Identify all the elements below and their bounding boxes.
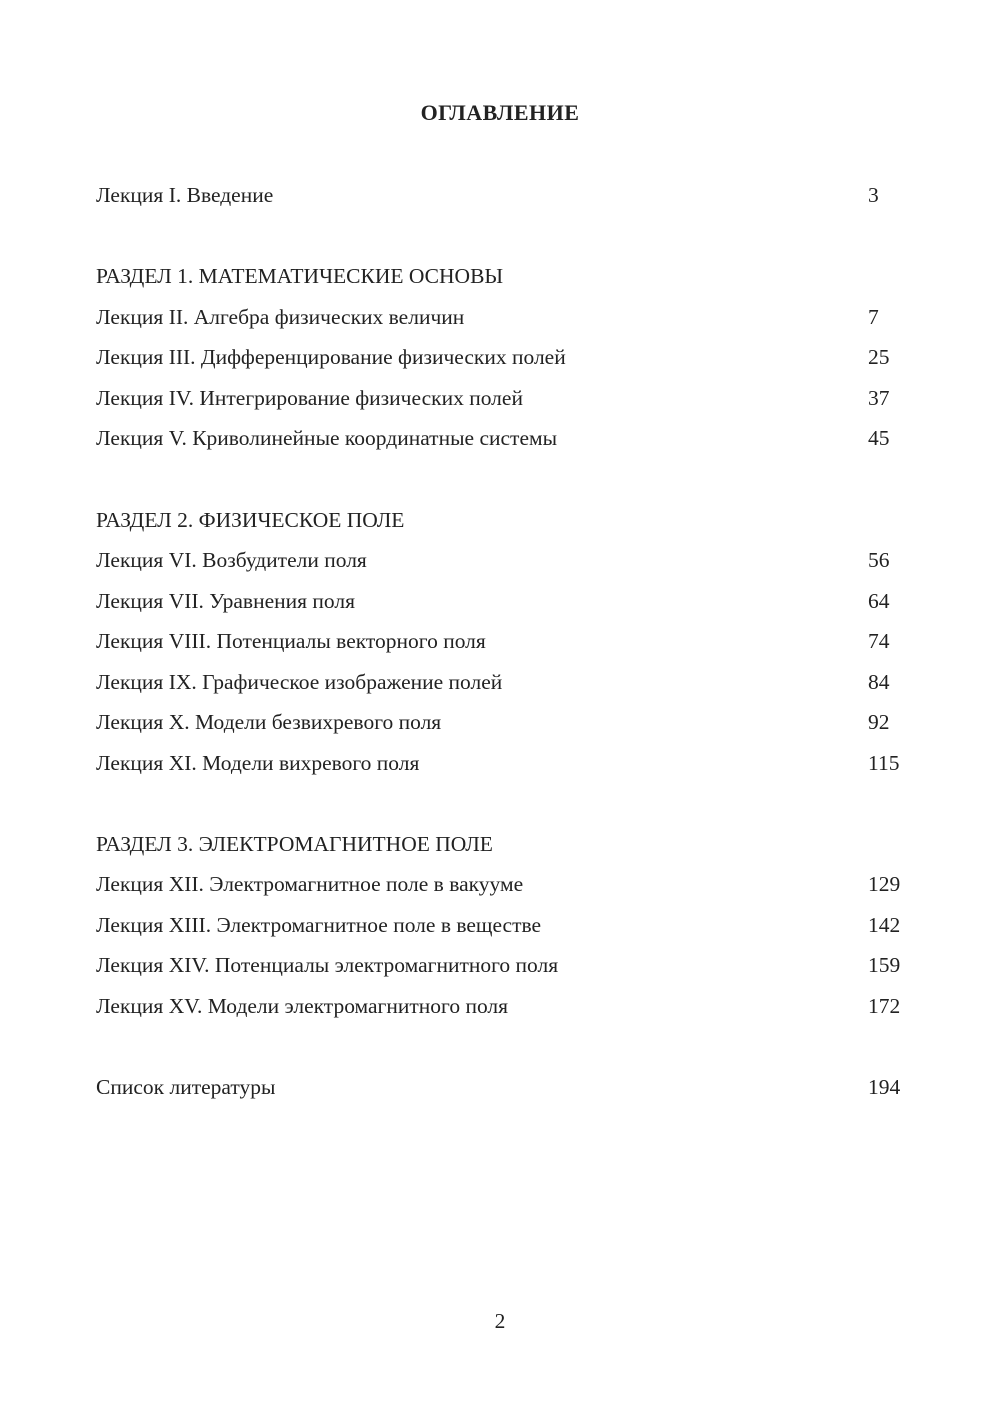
toc-entry-page: 84 xyxy=(868,670,890,694)
toc-entry-label: Лекция VIII. Потенциалы векторного поля xyxy=(96,629,486,653)
toc-entry[interactable] xyxy=(96,667,904,697)
toc-entry[interactable] xyxy=(96,869,904,899)
toc-entry-label: Лекция I. Введение xyxy=(96,183,274,207)
toc-entry-page: 74 xyxy=(868,629,890,653)
toc-entry-page: 129 xyxy=(868,872,901,896)
toc-entry-label: Лекция XIV. Потенциалы электромагнитного поля xyxy=(96,953,559,977)
toc-entry[interactable] xyxy=(96,383,904,413)
toc-entry-label: Лекция XII. Электромагнитное поле в вакууме xyxy=(96,872,524,896)
toc-entry-label: Лекция X. Модели безвихревого поля xyxy=(96,710,442,734)
toc-entry-page: 56 xyxy=(868,548,890,572)
toc-entry[interactable] xyxy=(96,586,904,616)
toc-entry[interactable] xyxy=(96,626,904,656)
section-heading-3: РАЗДЕЛ 3. ЭЛЕКТРОМАГНИТНОЕ ПОЛЕ xyxy=(96,832,493,856)
toc-entry-page: 92 xyxy=(868,710,890,734)
toc-entry-page: 7 xyxy=(868,305,879,329)
toc-entry-page: 45 xyxy=(868,426,890,450)
toc-entry-page: 142 xyxy=(868,913,901,937)
section-heading-1: РАЗДЕЛ 1. МАТЕМАТИЧЕСКИЕ ОСНОВЫ xyxy=(96,264,504,288)
toc-entry-page: 37 xyxy=(868,386,890,410)
toc-entry-label: Лекция XI. Модели вихревого поля xyxy=(96,751,420,775)
toc-entry-label: Список литературы xyxy=(96,1075,276,1099)
toc-entry-label: Лекция V. Криволинейные координатные системы xyxy=(96,426,558,450)
toc-entry[interactable] xyxy=(96,707,904,737)
toc-entry-label: Лекция IX. Графическое изображение полей xyxy=(96,670,503,694)
toc-entry-label: Лекция III. Дифференцирование физических полей xyxy=(96,345,566,369)
toc-entry-label: Лекция XIII. Электромагнитное поле в веществе xyxy=(96,913,542,937)
toc-entry-page: 194 xyxy=(868,1075,901,1099)
toc-entry[interactable] xyxy=(96,748,904,778)
toc-entry-intro[interactable] xyxy=(96,180,904,210)
toc-entry-page: 115 xyxy=(868,751,900,775)
toc-entry[interactable] xyxy=(96,423,904,453)
toc-entry-page: 25 xyxy=(868,345,890,369)
toc-entry[interactable] xyxy=(96,910,904,940)
toc-entry[interactable] xyxy=(96,545,904,575)
toc-entry-page: 172 xyxy=(868,994,901,1018)
toc-entry-page: 64 xyxy=(868,589,890,613)
section-heading-2: РАЗДЕЛ 2. ФИЗИЧЕСКОЕ ПОЛЕ xyxy=(96,508,405,532)
toc-entry-bibliography[interactable] xyxy=(96,1072,904,1102)
toc-entry-label: Лекция VI. Возбудители поля xyxy=(96,548,367,572)
toc-entry[interactable] xyxy=(96,302,904,332)
toc-entry-label: Лекция IV. Интегрирование физических полей xyxy=(96,386,523,410)
toc-entry[interactable] xyxy=(96,991,904,1021)
toc-entry-label: Лекция XV. Модели электромагнитного поля xyxy=(96,994,509,1018)
toc-entry-page: 3 xyxy=(868,183,879,207)
toc-entry-label: Лекция VII. Уравнения поля xyxy=(96,589,355,613)
toc-entry-page: 159 xyxy=(868,953,901,977)
page-title: ОГЛАВЛЕНИЕ xyxy=(420,100,580,125)
page-number: 2 xyxy=(494,1309,506,1333)
toc-entry[interactable] xyxy=(96,950,904,980)
toc-entry-label: Лекция II. Алгебра физических величин xyxy=(96,305,465,329)
toc-entry[interactable] xyxy=(96,342,904,372)
